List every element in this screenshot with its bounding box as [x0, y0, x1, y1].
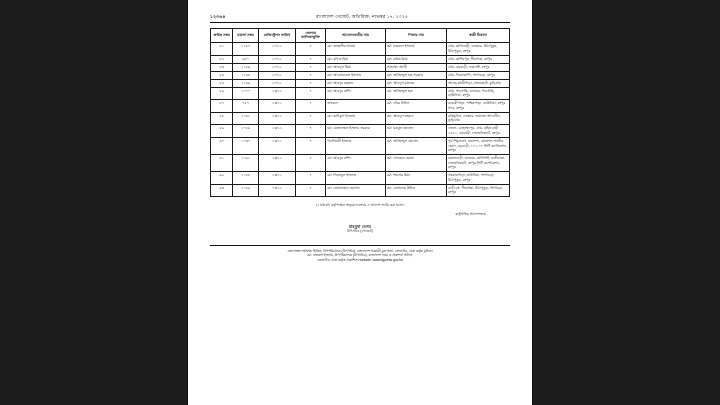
cell-address: গ্রাম- বড়বাড়ী, বদরগঞ্জ, রংপুর — [447, 63, 510, 71]
column-header-date: রেজিস্ট্রেশন তারিখ — [258, 28, 295, 43]
cell-applicant: মো: রফিক মিয়া — [326, 55, 386, 63]
cell-date: ১০/১১ — [258, 71, 295, 79]
header-page-number: ১২৩৬৪ — [210, 14, 226, 19]
cell-date: ১৩/১১ — [258, 137, 295, 154]
table-row — [211, 112, 510, 125]
cell-address: কমলাবাড়ী, ডাকঘর- কালিগঞ্জ, হাতীবান্ধা, লালমনিরহাট, রংপুর সিটি কর্পোরেশন, রংপুর — [447, 154, 510, 171]
cell-case-no: ১০৯১ — [233, 154, 258, 171]
cell-district: ৭ — [296, 71, 326, 79]
table-row — [211, 172, 510, 185]
cell-serial: ৯০ — [211, 137, 233, 154]
distribution-block — [210, 245, 510, 263]
cell-address: গ্রাম- দিঘলকান্দি, গংগাচড়া, রংপুর — [447, 71, 510, 79]
cell-applicant: মো: আবদুর রশিদ — [326, 87, 386, 100]
cell-father: মো: আজিজুল হক — [385, 87, 446, 100]
cell-applicant: মো: সিরাজুল ইসলাম — [326, 172, 386, 185]
cell-case-no: ৯৮০ — [233, 55, 258, 63]
page-header — [210, 14, 510, 23]
cell-father: মো: সোবহান মোল্লা — [385, 154, 446, 171]
cell-case-no: ১০৫৮ — [233, 172, 258, 185]
cell-father: মো: আজিজুল হোসেন — [385, 137, 446, 154]
table-row — [211, 63, 510, 71]
cell-serial: ৮৬ — [211, 87, 233, 100]
signatory-name: মাহমুদা বেগম — [348, 224, 372, 230]
table-row — [211, 125, 510, 138]
cell-date: ১০/১১ — [258, 43, 295, 56]
cell-district: ৭ — [296, 112, 326, 125]
cell-father: মো: আবদুল মালেক — [385, 79, 446, 87]
cell-applicant: জহুরুল — [326, 100, 386, 113]
cell-applicant: মো: আবদুল মিয়া — [326, 63, 386, 71]
viewer-right-gutter — [532, 0, 720, 405]
gazette-table — [210, 28, 510, 198]
cell-serial: ৮৪ — [211, 71, 233, 79]
cell-district: ৭ — [296, 43, 326, 56]
cell-father: আহাম্মদ আলী — [385, 63, 446, 71]
cell-district: ৭ — [296, 184, 326, 197]
cell-case-no: ১১৮৭ — [233, 43, 258, 56]
signature-block — [210, 224, 510, 234]
column-header-address: স্থায়ী ঠিকানা — [447, 28, 510, 43]
cell-district: ৭ — [296, 55, 326, 63]
cell-father: মো: আবদুল রহমান — [385, 112, 446, 125]
cell-serial: ৮৮ — [211, 112, 233, 125]
cell-date: ১০/১১ — [258, 79, 295, 87]
table-row — [211, 87, 510, 100]
table-row — [211, 55, 510, 63]
column-header-case-no: মামলা নম্বর — [233, 28, 258, 43]
cell-date: ১০/১১ — [258, 55, 295, 63]
column-header-district: জেলার তালিকাভুক্তি — [296, 28, 326, 43]
distribution-line: মো: নজরুল ইসলাম, উপপরিচালক (উপসচিব), বাংলাদেশ ফরম ও প্রকাশনা অফিস, — [306, 253, 414, 258]
cell-serial: ৯৩ — [211, 184, 233, 197]
cell-address: বাড়ী নং- পীরগাছা, মিঠাপুকুর, গংগাচড়া, রংপুর — [447, 184, 510, 197]
by-order-line: রাষ্ট্রপতির আদেশক্রমে — [455, 212, 486, 217]
cell-case-no: ১০৪১ — [233, 112, 258, 125]
cell-address: সরকারপাড়া, কাউনিয়া, গংগাচড়া, মিঠাপুকুর, রংপুর — [447, 172, 510, 185]
cell-case-no: ১১৪৯ — [233, 79, 258, 87]
cell-father: মো: মোসলেম উদ্দিন — [385, 184, 446, 197]
table-body — [211, 43, 510, 197]
table-row — [211, 43, 510, 56]
column-header-father: পিতার নাম — [385, 28, 446, 43]
table-row — [211, 71, 510, 79]
cell-address: গ্রাম- কালিবাড়ী, ডাকঘর- মিঠাপুকুর, মিঠাপুকুর, রংপুর — [447, 43, 510, 56]
cell-district: ৭ — [296, 172, 326, 185]
cell-case-no: ১০০০ — [233, 87, 258, 100]
column-header-applicant: আবেদনকারীর নাম — [326, 28, 386, 43]
document-content — [210, 14, 510, 386]
cell-serial: ৯১ — [211, 154, 233, 171]
signatory-title: উপসচিব (গেজেট) — [347, 229, 373, 234]
cell-father: মো: নজরুল ইসলাম — [385, 43, 446, 56]
cell-father: মো: আজিজুল হক সরকার — [385, 71, 446, 79]
cell-address: কাচারীপাড়া, পশ্চিমপাড়া, কাউনিয়া, রংপুর সদর, রংপুর — [447, 100, 510, 113]
cell-serial: ৮১ — [211, 43, 233, 56]
cell-applicant: মো: আনোয়ারুল ইসলাম — [326, 71, 386, 79]
cell-district: ৭ — [296, 100, 326, 113]
cell-date: ১৩/১১ — [258, 100, 295, 113]
cell-date: ১৩/১১ — [258, 172, 295, 185]
cell-applicant: মো: আবদুর রহমান — [326, 79, 386, 87]
cell-address: গ্রাম- কাশিমপুর, পীরগাছা, রংপুর — [447, 55, 510, 63]
cell-serial: ৮৫ — [211, 79, 233, 87]
cell-address: রকিমুদ্দিন, ডাকঘর- জয়নাল আবেদীন, কুড়িগ্রাম — [447, 112, 510, 125]
distribution-line: তোফাজ্জল আহম্মদ হিরিজ, উপপরিচালক (উপসচিব), বাংলাদেশ সরকারী মুদ্রণালয়, তেজগাঁও, ঢাকা কর্তৃক মুদ্রিত। — [287, 248, 433, 253]
cell-date: ০৩/১১ — [258, 184, 295, 197]
cell-applicant: মো: ছাদিকুল ইসলাম — [326, 112, 386, 125]
cell-date: ১৩/১১ — [258, 112, 295, 125]
cell-district: ৭ — [296, 125, 326, 138]
cell-applicant: মো: জাহাঙ্গীর আলম — [326, 43, 386, 56]
cell-applicant: পাটোয়ারী ইসলাম — [326, 137, 386, 154]
cell-case-no: ১০৫৬ — [233, 125, 258, 138]
cell-district: ৭ — [296, 154, 326, 171]
cell-address: পূর্ব শিমুলবাগ, মহানন্দা, মোহাম্মদ আলীর ছেলে, বড়বাড়ী, ১০-১০০ সিটি কর্পোরেশন, রংপুর — [447, 137, 510, 154]
cell-father: মো: করিম মিয়া — [385, 55, 446, 63]
cell-case-no: ১০৩৭ — [233, 137, 258, 154]
distribution-line: তেজগাঁও, ঢাকা কর্তৃক প্রকাশিত। website: www.bgpress.gov.bd — [317, 257, 403, 262]
column-header-serial: ক্রমিক নম্বর — [211, 28, 233, 43]
cell-case-no: ১০৫৯ — [233, 184, 258, 197]
cell-father: মো: দবির উদ্দিন — [385, 100, 446, 113]
table-row — [211, 154, 510, 171]
cell-district: ৭ — [296, 137, 326, 154]
cell-case-no: ৭৫৭ — [233, 100, 258, 113]
table-row — [211, 137, 510, 154]
cell-date: ১৩/১১ — [258, 154, 295, 171]
cell-father: মো: মকবুল হোসেন — [385, 125, 446, 138]
cell-district: ৭ — [296, 63, 326, 71]
cell-date: ১৩/১১ — [258, 125, 295, 138]
footer-note: ২। যথাযথ কর্তৃপক্ষের অনুমোদনক্রমে এ আদেশ জারি করা হলো। — [315, 203, 405, 208]
cell-applicant: মো: আবদুর রশিদ — [326, 154, 386, 171]
cell-serial: ৮৭ — [211, 100, 233, 113]
cell-serial: ৮২ — [211, 55, 233, 63]
cell-date: ১৩/১১ — [258, 87, 295, 100]
cell-serial: ৯২ — [211, 172, 233, 185]
cell-serial: ৮৯ — [211, 125, 233, 138]
table-row — [211, 184, 510, 197]
header-title: বাংলাদেশ গেজেট, অতিরিক্ত, নভেম্বর ১৭, ২০২৫ — [315, 14, 409, 19]
table-row — [211, 79, 510, 87]
viewer-left-gutter — [0, 0, 188, 405]
cell-district: ৭ — [296, 79, 326, 87]
cell-date: ১০/১১ — [258, 63, 295, 71]
cell-address: গ্রাম- পাচগাছি, ডাকঘর- পাচগাছি, কাউনিয়া, রংপুর — [447, 87, 510, 100]
cell-case-no: ১১৫৬ — [233, 63, 258, 71]
table-row — [211, 100, 510, 113]
cell-district: ৭ — [296, 87, 326, 100]
cell-applicant: মো: মোজাম্মেল হোসেন — [326, 184, 386, 197]
cell-father: মো: শমসের মিয়া — [385, 172, 446, 185]
cell-address: জেলা- মোহাম্মদপুর, গ্রাম- মহিষ বাড়ী ২৪১১, বড়বাড়ী, লালমনিরহাট, রংপুর — [447, 125, 510, 138]
document-page[interactable] — [188, 0, 532, 405]
cell-serial: ৮৩ — [211, 63, 233, 71]
cell-case-no: ১১৪৮ — [233, 71, 258, 79]
cell-address: আলম মহুরীপাড়া, রাজারহাট, কুড়িগ্রাম — [447, 79, 510, 87]
cell-applicant: মো: মোজাম্মেল ইসলাম সরকার — [326, 125, 386, 138]
table-header-row — [211, 28, 510, 43]
